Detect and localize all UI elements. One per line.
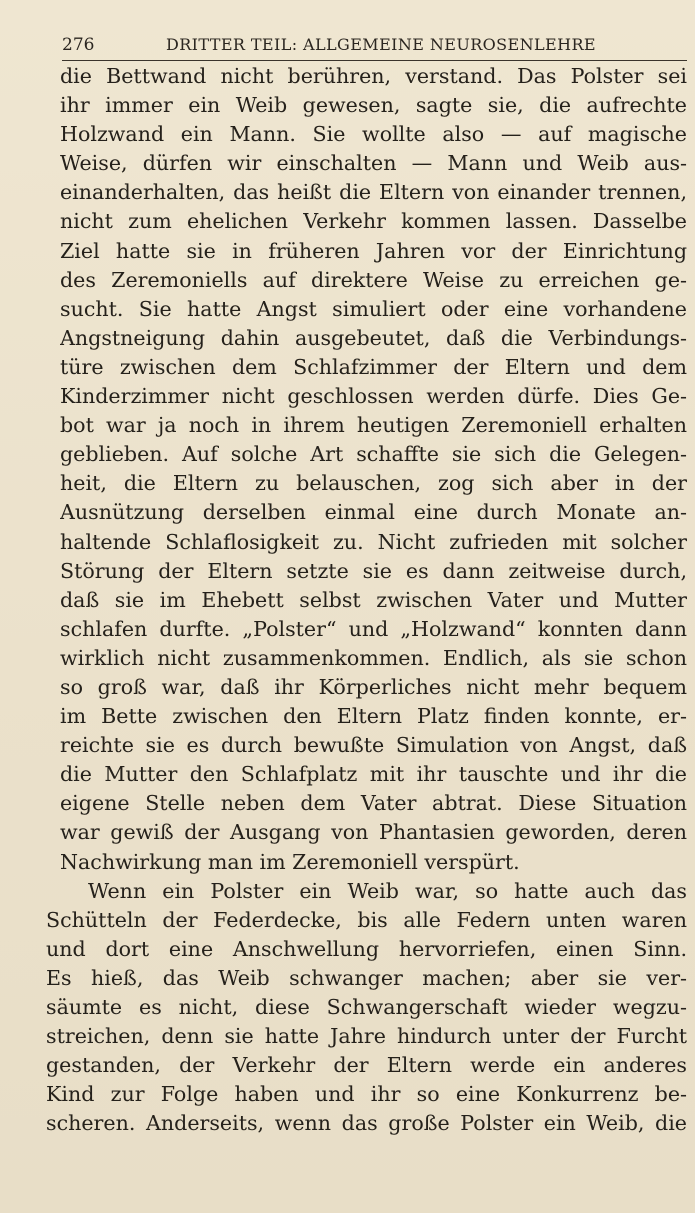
text-line: Kinderzimmer nicht geschlossen werden dürfe. Dies Ge- — [60, 384, 687, 409]
text-line: Weise, dürfen wir einschalten — Mann und Weib aus- — [60, 151, 687, 176]
text-line: Es hieß, das Weib schwanger machen; aber sie ver- — [46, 965, 687, 990]
text-line: säumte es nicht, diese Schwangerschaft wieder wegzu- — [46, 995, 687, 1019]
text-line: heit, die Eltern zu belauschen, zog sich aber in der — [60, 471, 687, 496]
text-line: scheren. Anderseits, wenn das große Polster ein Weib, die — [46, 1111, 687, 1136]
text-line: nicht zum ehelichen Verkehr kommen lassen. Dasselbe — [60, 209, 687, 234]
text-line: im Bette zwischen den Eltern Platz finden konnte, er- — [60, 704, 687, 729]
text-line: gestanden, der Verkehr der Eltern werde ein anderes — [46, 1053, 687, 1078]
text-line: Wenn ein Polster ein Weib war, so hatte auch das — [88, 878, 687, 903]
text-line: schlafen durfte. „Polster“ und „Holzwand“ konnten dann — [60, 616, 687, 641]
text-line: daß sie im Ehebett selbst zwischen Vater und Mutter — [60, 587, 687, 612]
text-line: und dort eine Anschwellung hervorriefen, einen Sinn. — [46, 936, 687, 961]
page-number: 276 — [62, 35, 95, 55]
text-line: wirklich nicht zusammenkommen. Endlich, als sie schon — [60, 645, 687, 670]
text-line: Nachwirkung man im Zeremoniell verspürt. — [60, 849, 520, 874]
page-header — [62, 34, 687, 60]
text-line: Ausnützung derselben einmal eine durch Monate an- — [60, 500, 687, 525]
header-rule — [62, 60, 687, 61]
text-line: einanderhalten, das heißt die Eltern von einander trennen, — [60, 180, 687, 205]
paragraph — [46, 877, 687, 1139]
text-line: eigene Stelle neben dem Vater abtrat. Diese Situation — [60, 791, 687, 816]
text-line: war gewiß der Ausgang von Phantasien geworden, deren — [60, 820, 687, 845]
text-line: Kind zur Folge haben und ihr so eine Konkurrenz be- — [46, 1082, 687, 1107]
paragraph — [60, 62, 687, 877]
text-line: Ziel hatte sie in früheren Jahren vor der Einrichtung — [60, 238, 687, 263]
text-line: Angstneigung dahin ausgebeutet, daß die Verbindungs- — [60, 325, 687, 350]
text-line: Schütteln der Federdecke, bis alle Federn unten waren — [46, 907, 687, 932]
text-line: Holzwand ein Mann. Sie wollte also — auf magische — [60, 122, 687, 147]
text-line: so groß war, daß ihr Körperliches nicht mehr bequem — [60, 674, 687, 699]
text-line: türe zwischen dem Schlafzimmer der Eltern und dem — [60, 354, 687, 379]
text-line: geblieben. Auf solche Art schaffte sie sich die Gelegen- — [60, 442, 687, 467]
body-text — [46, 62, 687, 1138]
text-line: reichte sie es durch bewußte Simulation von Angst, daß — [60, 733, 687, 758]
text-line: haltende Schlaflosigkeit zu. Nicht zufrieden mit solcher — [60, 529, 687, 554]
text-line: bot war ja noch in ihrem heutigen Zeremoniell erhalten — [60, 413, 687, 438]
text-line: die Mutter den Schlafplatz mit ihr tauschte und ihr die — [60, 762, 687, 787]
text-line: des Zeremoniells auf direktere Weise zu erreichen ge- — [60, 267, 687, 292]
running-head: DRITTER TEIL: ALLGEMEINE NEUROSENLEHRE — [166, 35, 596, 54]
text-line: Störung der Eltern setzte sie es dann zeitweise durch, — [60, 558, 687, 583]
text-line: streichen, denn sie hatte Jahre hindurch unter der Furcht — [46, 1024, 687, 1049]
text-line: ihr immer ein Weib gewesen, sagte sie, die aufrechte — [60, 93, 687, 118]
text-line: die Bettwand nicht berühren, verstand. Das Polster sei — [60, 64, 687, 88]
text-line: sucht. Sie hatte Angst simuliert oder eine vorhandene — [60, 296, 687, 321]
